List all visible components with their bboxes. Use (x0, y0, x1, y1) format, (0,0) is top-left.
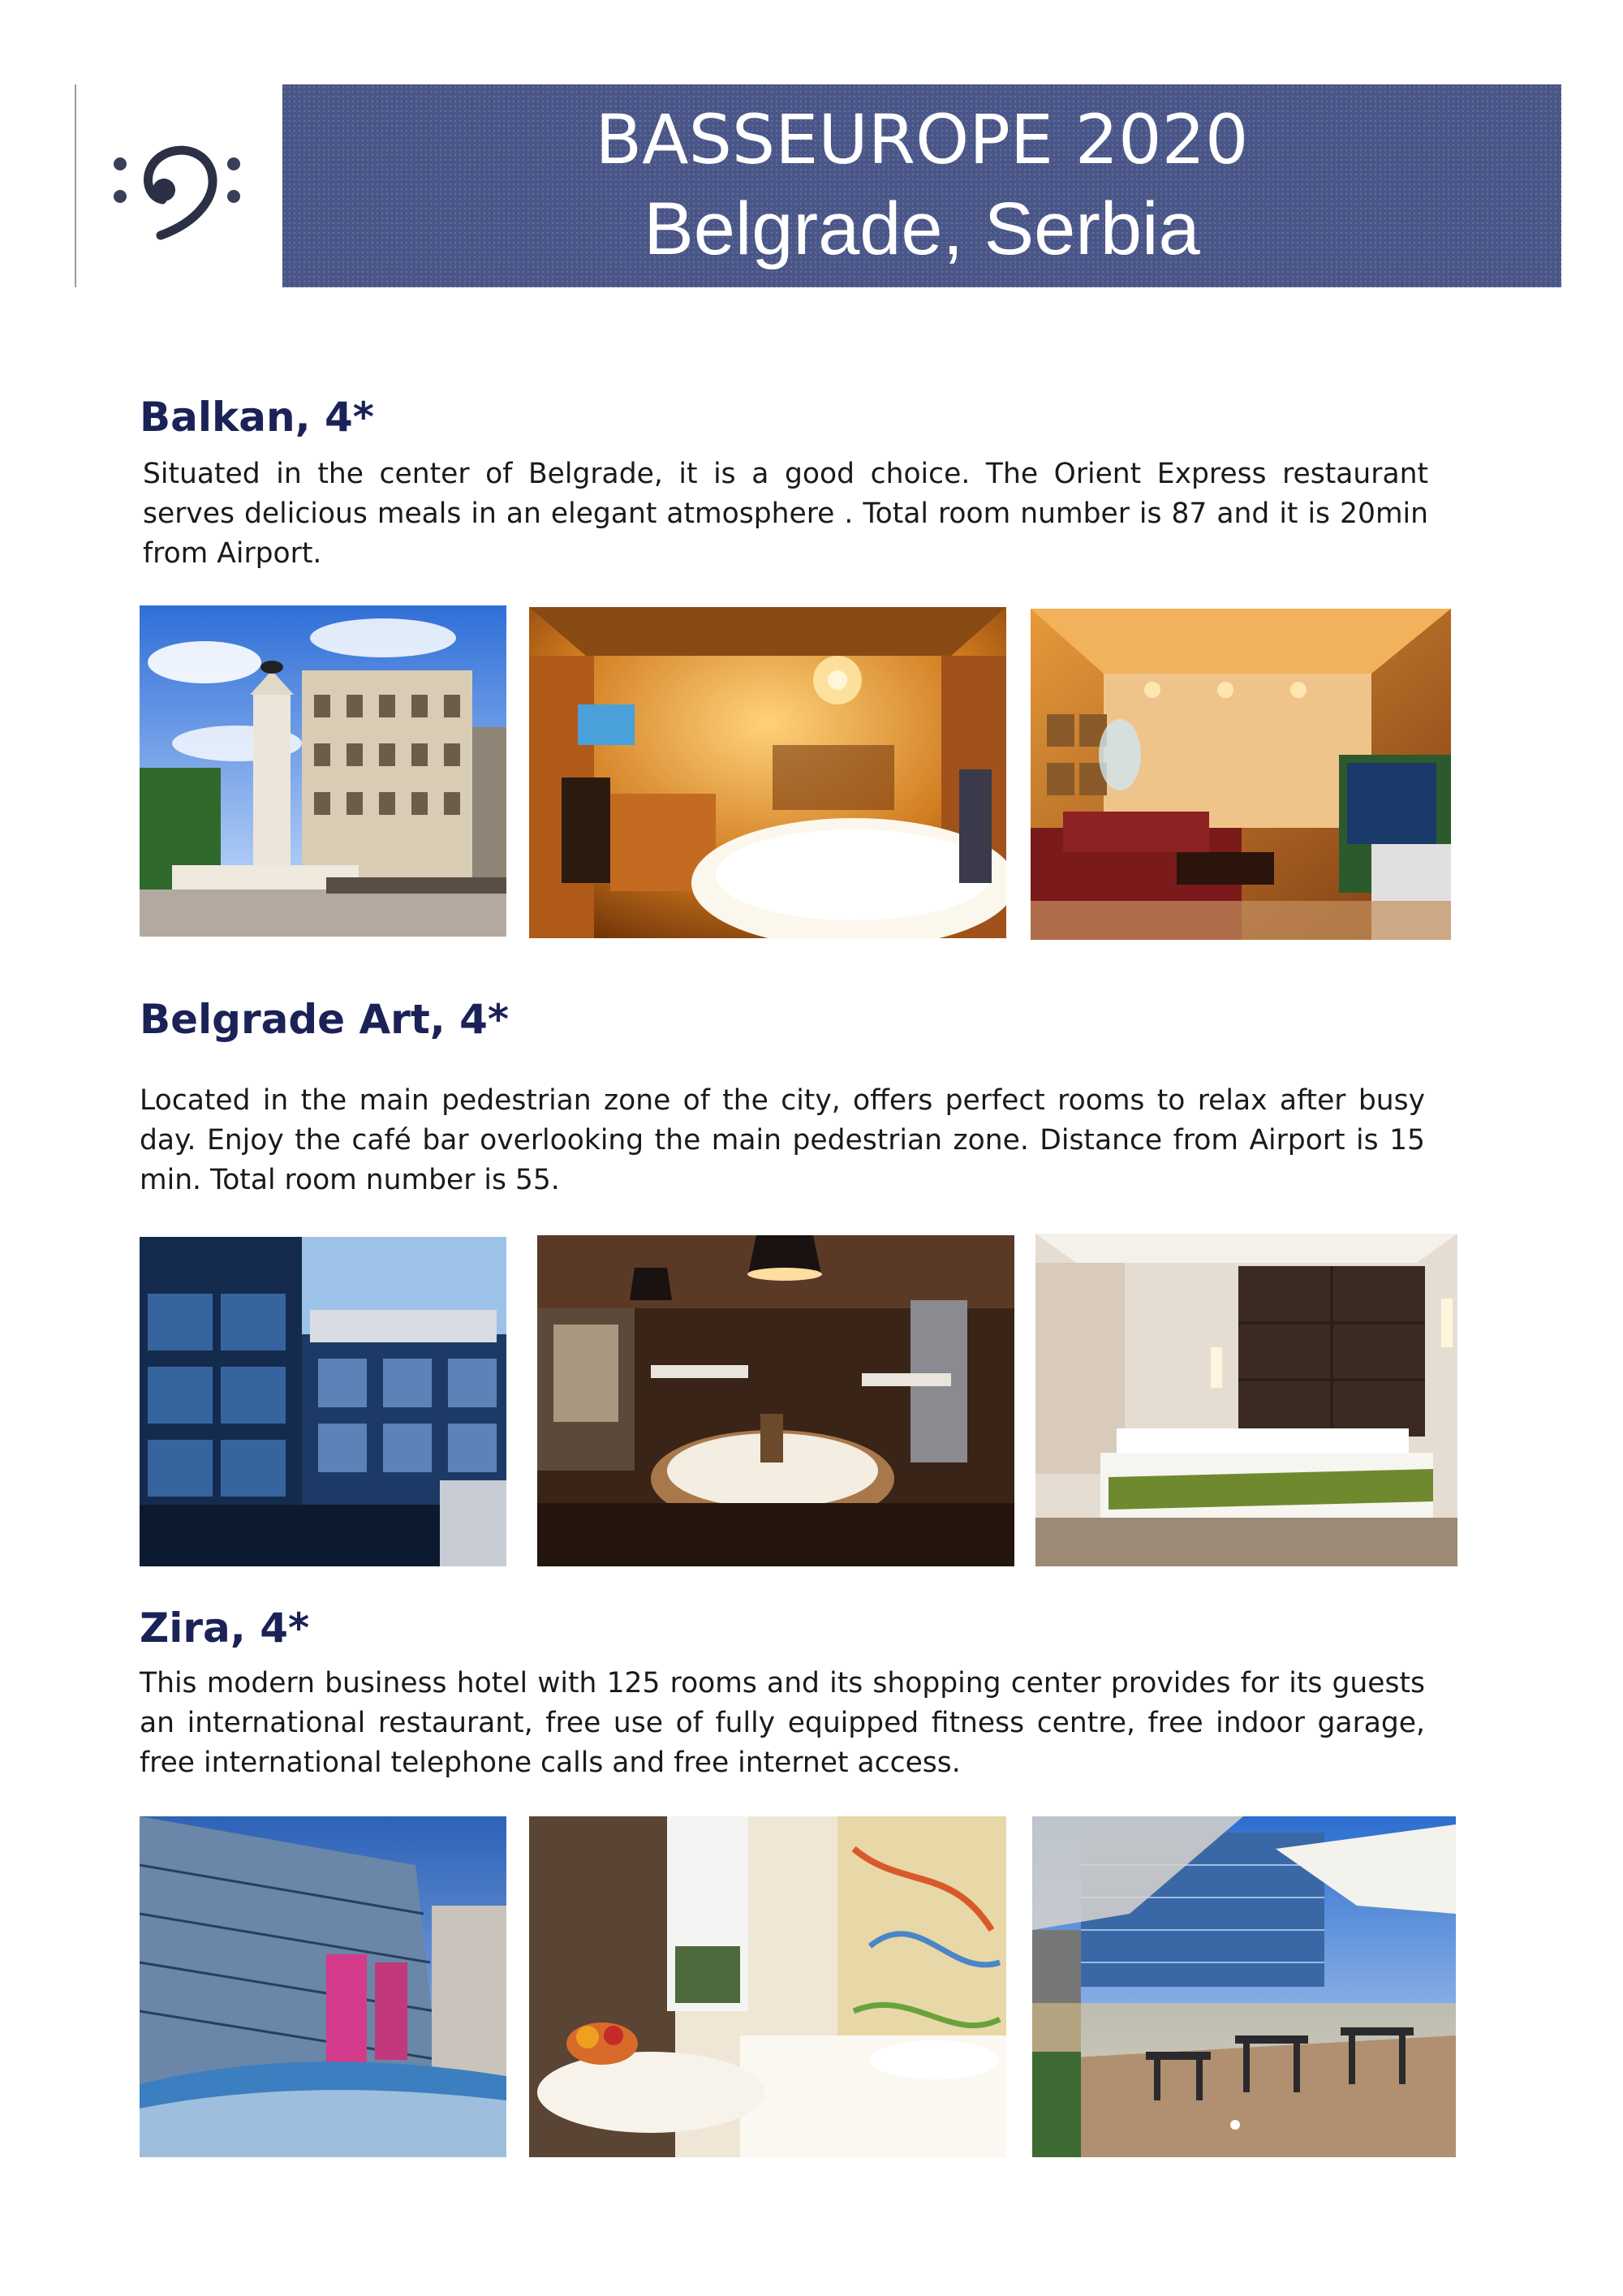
logo-block (75, 84, 258, 287)
hotel-photo-belgrade-art-room (1035, 1234, 1457, 1566)
hotel-photo-balkan-exterior (140, 605, 506, 937)
hotel-title-balkan: Balkan, 4* (140, 394, 374, 441)
hotel-photo-zira-room (529, 1816, 1006, 2157)
hotel-description-zira: This modern business hotel with 125 rooms and its shopping center provides for its guests an international restaurant, free use of fully equipped fitness centre, free indoor garage, free international telephone calls and free internet access. (140, 1667, 1425, 1779)
hotel-description-balkan: Situated in the center of Belgrade, it is a good choice. The Orient Express restaurant serves delicious meals in an elegant atmosphere . Total room number is 87 and it is 20min from Airport. (143, 458, 1428, 570)
hotel-photo-zira-exterior (140, 1816, 506, 2157)
hotel-photo-balkan-lounge (1031, 609, 1451, 940)
hotel-photo-balkan-restaurant (529, 607, 1006, 938)
hotel-photo-belgrade-art-exterior (140, 1237, 506, 1566)
logo-divider (75, 84, 76, 287)
hotel-title-zira: Zira, 4* (140, 1605, 310, 1652)
bass-clef-icon (104, 109, 250, 255)
hotel-title-belgrade-art: Belgrade Art, 4* (140, 996, 510, 1043)
banner-location: Belgrade, Serbia (644, 187, 1200, 270)
banner-title: BASSEUROPE 2020 (595, 100, 1249, 179)
title-banner (282, 84, 1561, 287)
hotel-description-belgrade-art: Located in the main pedestrian zone of the city, offers perfect rooms to relax after busy day. Enjoy the café bar overlooking the main pedestrian zone. Distance from Airport is 15 min. Total room number is 55. (140, 1084, 1425, 1196)
hotel-photo-belgrade-art-restaurant (537, 1235, 1014, 1566)
hotel-photo-zira-terrace (1032, 1816, 1456, 2157)
